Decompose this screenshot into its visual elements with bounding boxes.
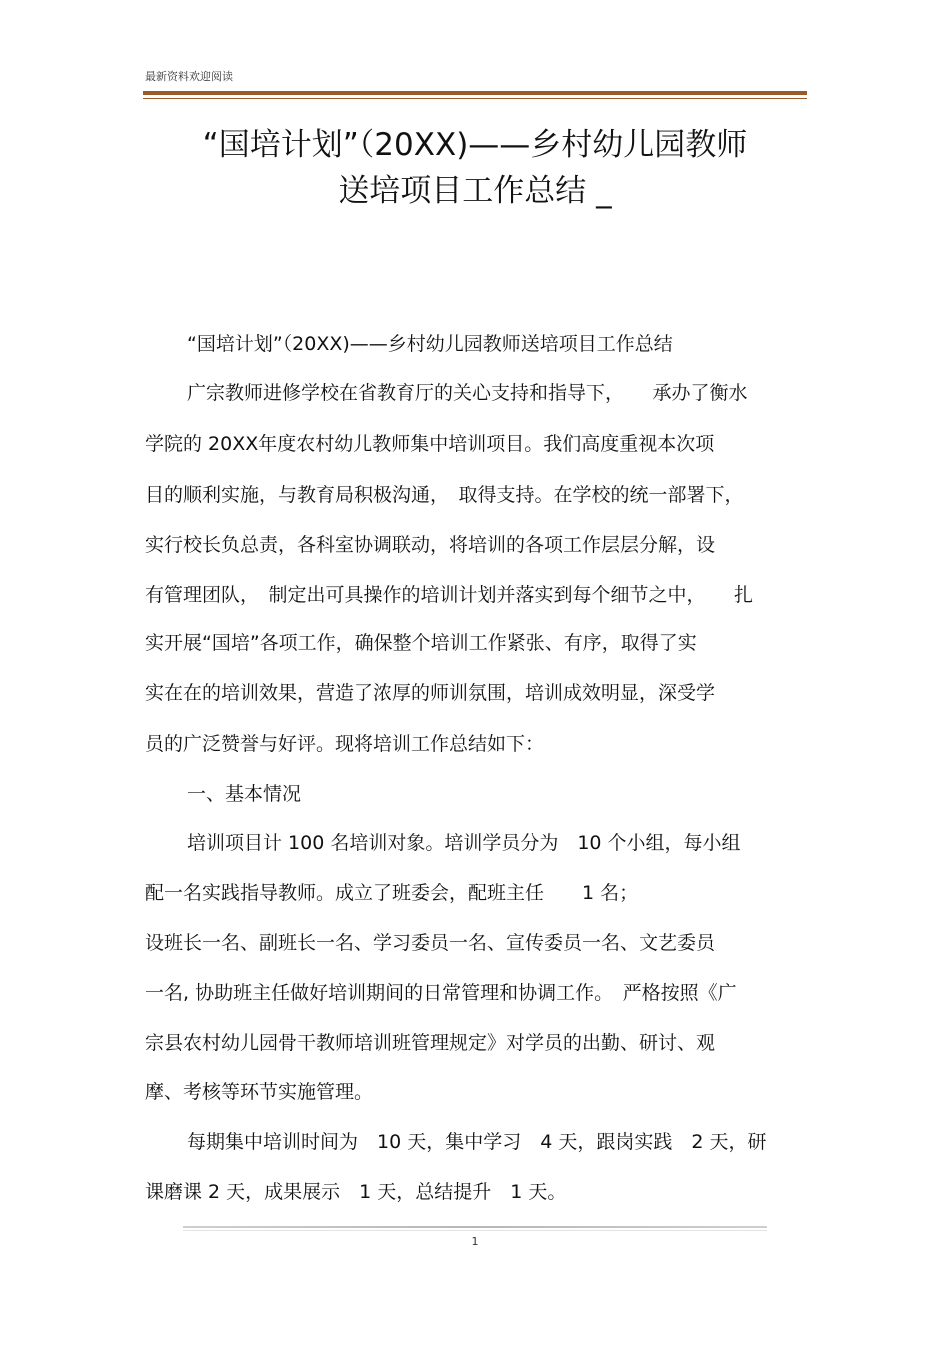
body-line: 实开展“国培”各项工作，确保整个培训工作紧张、有序，取得了实 xyxy=(145,632,697,654)
body-line: 摩、考核等环节实施管理。 xyxy=(145,1081,374,1103)
footer-rule-thin xyxy=(183,1230,767,1231)
header-rule-thin xyxy=(143,98,807,99)
body-line: 设班长一名、副班长一名、学习委员一名、宣传委员一名、文艺委员 xyxy=(145,932,716,954)
body-line: “国培计划”（20XX)——乡村幼儿园教师送培项目工作总结 xyxy=(187,333,673,355)
body-line: 一名, 协助班主任做好培训期间的日常管理和协调工作。 严格按照《广 xyxy=(145,982,737,1004)
body-line: 目的顺利实施，与教育局积极沟通， 取得支持。在学校的统一部署下， xyxy=(145,484,744,506)
title-line-1: “国培计划”（20XX)——乡村幼儿园教师 xyxy=(202,127,748,163)
body-line: 配一名实践指导教师。成立了班委会，配班主任 1 名； xyxy=(145,882,639,904)
body-line: 学院的 20XX年度农村幼儿教师集中培训项目。我们高度重视本次项 xyxy=(145,433,715,455)
body-line: 课磨课 2 天，成果展示 1 天，总结提升 1 天。 xyxy=(145,1181,567,1203)
body-line: 实在在的培训效果，营造了浓厚的师训氛围，培训成效明显，深受学 xyxy=(145,682,716,704)
header-text: 最新资料欢迎阅读 xyxy=(145,70,233,83)
body-line: 实行校长负总责，各科室协调联动，将培训的各项工作层层分解，设 xyxy=(145,534,716,556)
body-line: 宗县农村幼儿园骨干教师培训班管理规定》对学员的出勤、研讨、观 xyxy=(145,1032,716,1054)
title-line-2: 送培项目工作总结 _ xyxy=(338,173,612,209)
body-line: 有管理团队， 制定出可具操作的培训计划并落实到每个细节之中， 扎 xyxy=(145,584,754,606)
body-line: 培训项目计 100 名培训对象。培训学员分为 10 个小组，每小组 xyxy=(187,832,741,854)
body-line: 广宗教师进修学校在省教育厅的关心支持和指导下， 承办了衡水 xyxy=(187,382,748,404)
footer-rule xyxy=(183,1226,767,1228)
body-line: 员的广泛赞誉与好评。现将培训工作总结如下： xyxy=(145,733,545,755)
document-title xyxy=(143,122,807,214)
header-rule-thick xyxy=(143,91,807,95)
body-line: 每期集中培训时间为 10 天，集中学习 4 天，跟岗实践 2 天，研 xyxy=(187,1131,767,1153)
section-heading: 一、基本情况 xyxy=(187,783,302,805)
page-number: 1 xyxy=(471,1235,479,1248)
